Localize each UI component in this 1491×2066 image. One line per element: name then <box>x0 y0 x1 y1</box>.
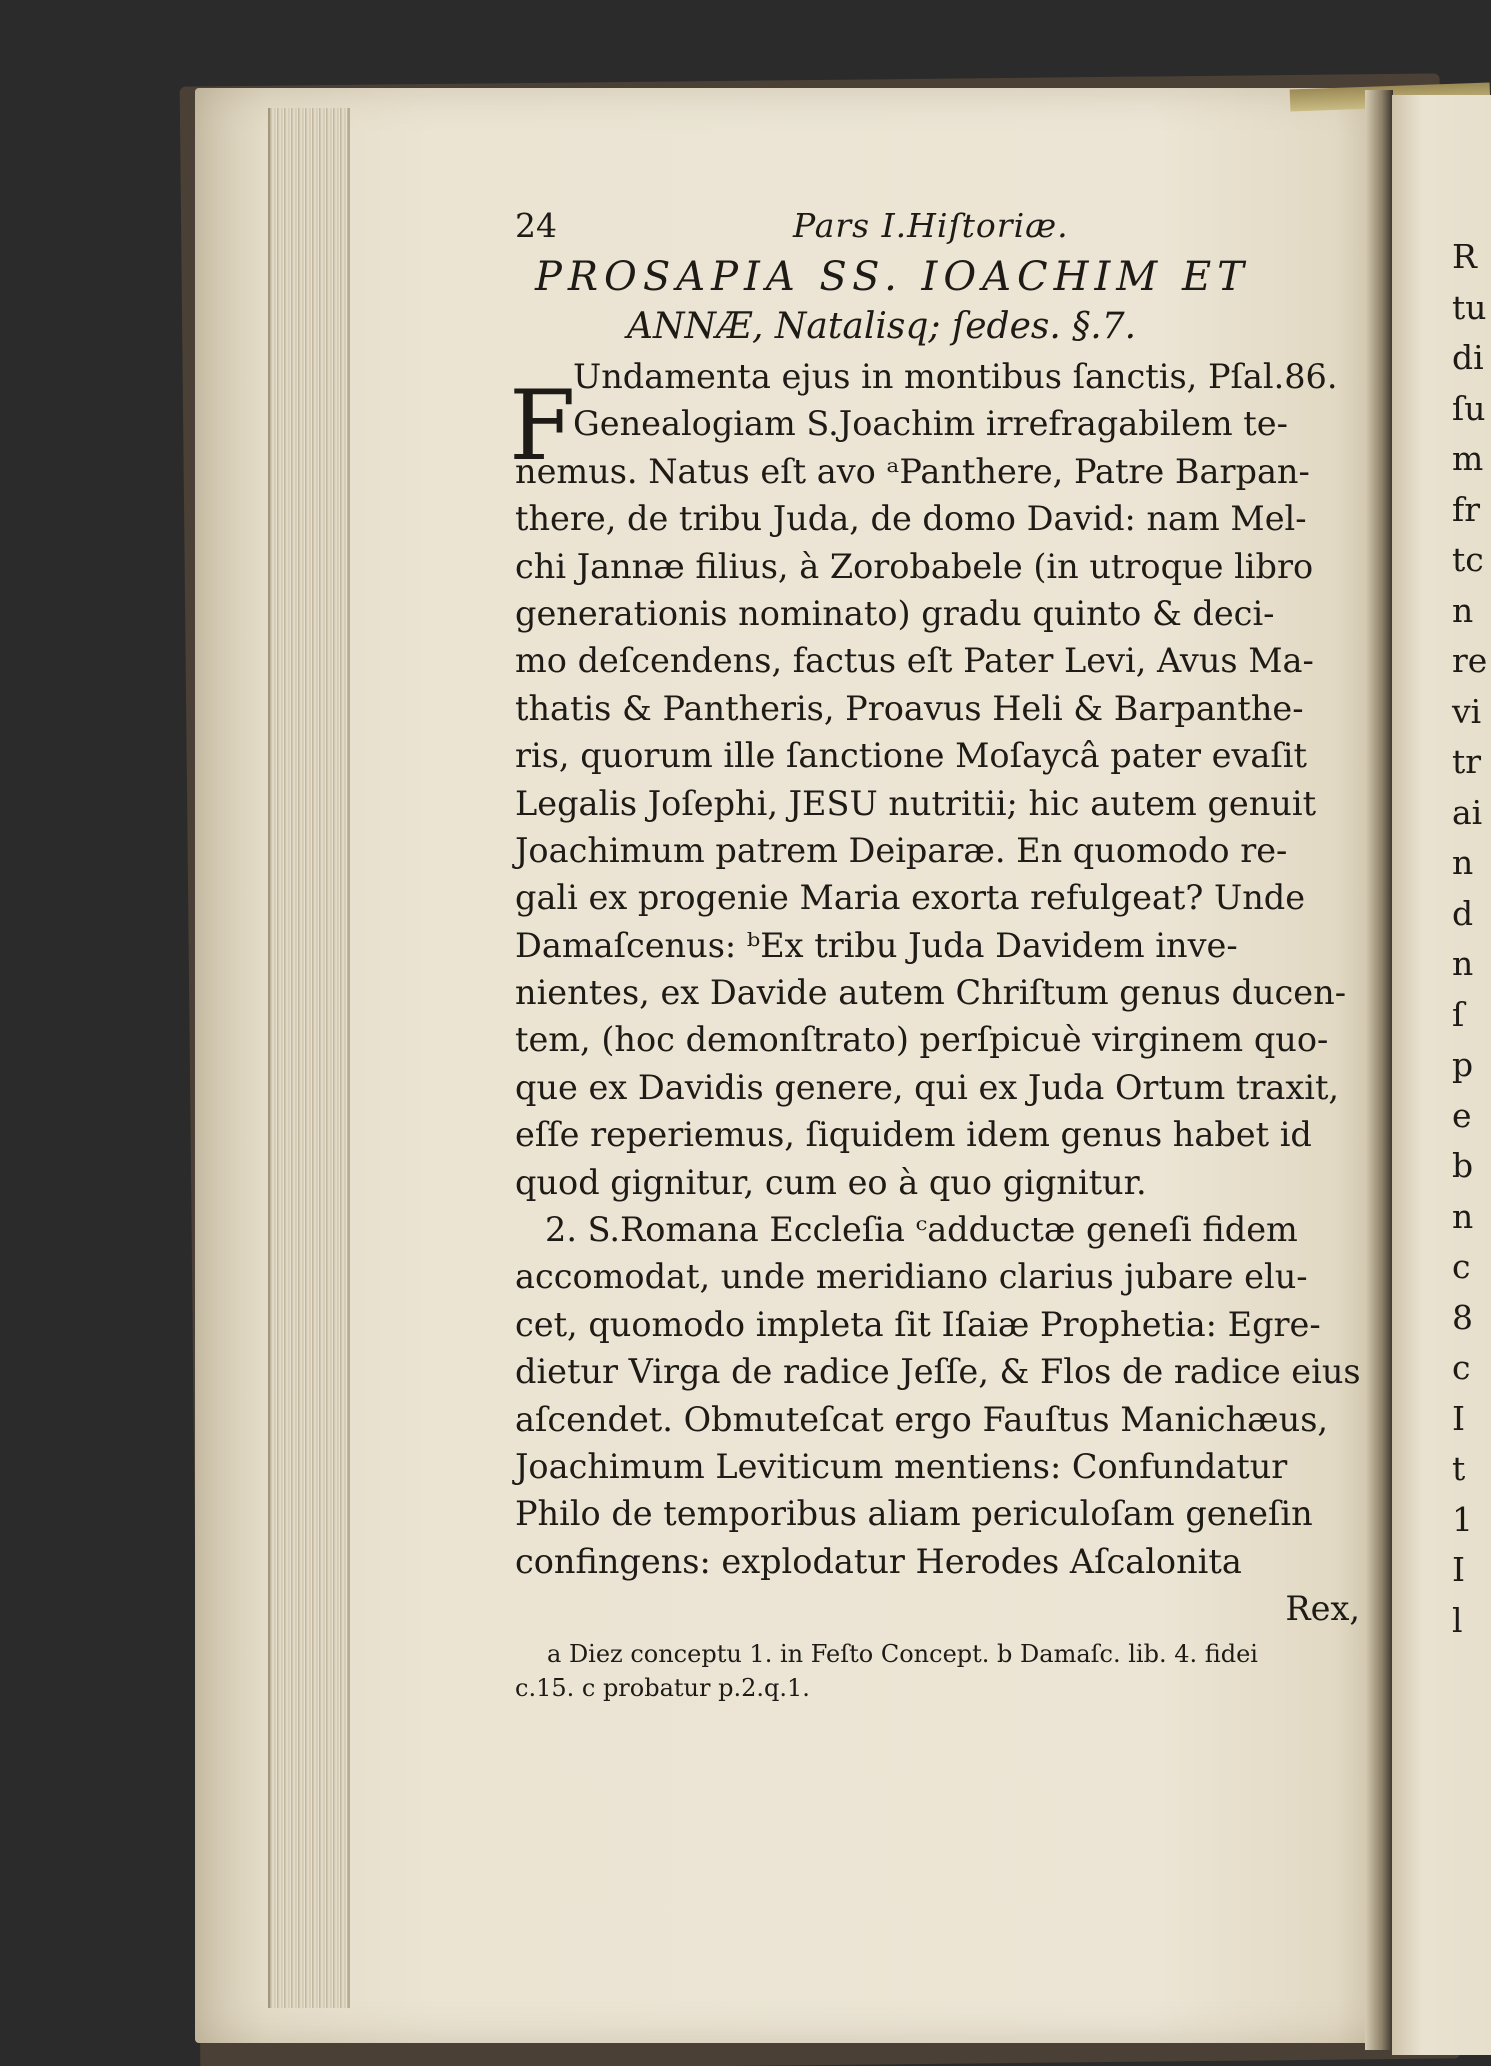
facing-page-fragment: ai <box>1452 792 1483 832</box>
facing-page-fragment: p <box>1452 1045 1474 1084</box>
footnotes <box>515 1637 1360 1705</box>
page-number: 24 <box>515 206 557 245</box>
facing-page-fragment: t <box>1452 1449 1466 1488</box>
text-line: nemus. Natus eſt avo ᵃPanthere, Patre Barpan- <box>515 451 1310 491</box>
facing-page-fragment: tu <box>1452 287 1487 327</box>
facing-page-fragment: m <box>1452 439 1484 478</box>
facing-page-fragment: c <box>1452 1348 1471 1387</box>
text-line: Damaſcenus: ᵇEx tribu Juda Davidem inve- <box>515 925 1238 965</box>
text-line: there, de tribu Juda, de domo David: nam Mel- <box>515 499 1307 539</box>
text-line: aſcendet. Obmuteſcat ergo Fauſtus Manichæus, <box>515 1399 1329 1439</box>
facing-page-fragment: di <box>1452 338 1484 377</box>
body-text <box>515 353 1360 1633</box>
facing-page-fragment: b <box>1452 1146 1474 1185</box>
facing-page-fragment: n <box>1452 1196 1474 1236</box>
running-title: Pars I.Hiſtoriæ. <box>793 206 1069 245</box>
facing-page-fragment: re <box>1452 641 1488 680</box>
text-line: confingens: explodatur Herodes Aſcalonita <box>515 1541 1242 1581</box>
page-stack-edge <box>268 108 350 2008</box>
text-line: generationis nominato) gradu quinto & deci- <box>515 593 1275 633</box>
page-text <box>509 200 1361 1705</box>
facing-page-fragment: d <box>1452 893 1474 933</box>
text-line: ris, quorum ille ſanctione Moſaycâ pater evaſit <box>515 736 1307 776</box>
facing-page-fragment: I <box>1452 1550 1466 1589</box>
text-line: Genealogiam S.Joachim irrefragabilem te- <box>573 404 1288 444</box>
text-line: eſſe reperiemus, ſiquidem idem genus habet id <box>515 1115 1312 1155</box>
text-line: thatis & Pantheris, Proavus Heli & Barpanthe- <box>515 688 1304 728</box>
facing-page-fragment: tr <box>1452 742 1482 781</box>
facing-page-fragment: n <box>1452 843 1474 882</box>
text-line: tem, (hoc demonſtrato) perſpicuè virginem quo- <box>515 1020 1329 1060</box>
text-line: Joachimum Leviticum mentiens: Confundatur <box>515 1446 1288 1486</box>
footnote-line: c.15. c probatur p.2.q.1. <box>515 1673 810 1702</box>
footnote-line: a Diez conceptu 1. in Feſto Concept. b Damaſc. lib. 4. fidei <box>547 1639 1258 1668</box>
facing-page-fragment: vi <box>1452 691 1482 731</box>
text-line: gali ex progenie Maria exorta refulgeat? Unde <box>515 878 1306 918</box>
text-line: 2. S.Romana Eccleſia ᶜadductæ geneſi fidem <box>545 1210 1298 1250</box>
gutter <box>1365 90 1393 2050</box>
facing-page-fragment: I <box>1452 1398 1466 1438</box>
text-line: que ex Davidis genere, qui ex Juda Ortum traxit, <box>515 1067 1340 1107</box>
drop-cap: F <box>509 370 576 482</box>
text-line: cet, quomodo impleta ſit Iſaiæ Prophetia: Egre- <box>515 1304 1321 1344</box>
text-line: dietur Virga de radice Jeſſe, & Flos de radice eius <box>515 1352 1361 1392</box>
text-line: Joachimum patrem Deiparæ. En quomodo re- <box>515 830 1288 870</box>
text-line: quod gignitur, cum eo à quo gignitur. <box>515 1162 1147 1202</box>
facing-page-fragment: ſu <box>1452 388 1486 428</box>
facing-page-text <box>1452 232 1487 1646</box>
text-line: Philo de temporibus aliam periculoſam geneſin <box>515 1494 1313 1534</box>
text-line: chi Jannæ filius, à Zorobabele (in utroque libro <box>515 546 1314 586</box>
facing-page-fragment: R <box>1452 237 1477 276</box>
running-head <box>515 200 1360 250</box>
text-line: mo deſcendens, factus eſt Pater Levi, Avus Ma- <box>515 641 1314 681</box>
facing-page-fragment: e <box>1452 1095 1472 1135</box>
text-line: accomodat, unde meridiano clarius jubare elu- <box>515 1257 1308 1297</box>
text-line: Legalis Joſephi, JESU nutritii; hic autem genuit <box>515 783 1317 823</box>
facing-page-fragment: tc <box>1452 540 1484 579</box>
facing-page-fragment: c <box>1452 1247 1471 1286</box>
facing-page-fragment: 1 <box>1452 1499 1473 1539</box>
facing-page-fragment: n <box>1452 590 1474 630</box>
section-heading-line2: ANNÆ, Natalisq; ſedes. §.7. <box>627 306 1137 347</box>
catchword: Rex, <box>1285 1589 1360 1629</box>
facing-page-fragment: fr <box>1452 489 1480 529</box>
section-heading: PROSAPIA SS. IOACHIM ET <box>535 254 1250 300</box>
facing-page-fragment: ſ <box>1452 994 1465 1034</box>
facing-page-fragment: n <box>1452 944 1474 983</box>
text-line: nientes, ex Davide autem Chriſtum genus ducen- <box>515 973 1347 1013</box>
facing-page-fragment: l <box>1452 1600 1463 1640</box>
text-line: Undamenta ejus in montibus ſanctis, Pſal.86. <box>573 357 1338 396</box>
facing-page-fragment: 8 <box>1452 1297 1473 1337</box>
